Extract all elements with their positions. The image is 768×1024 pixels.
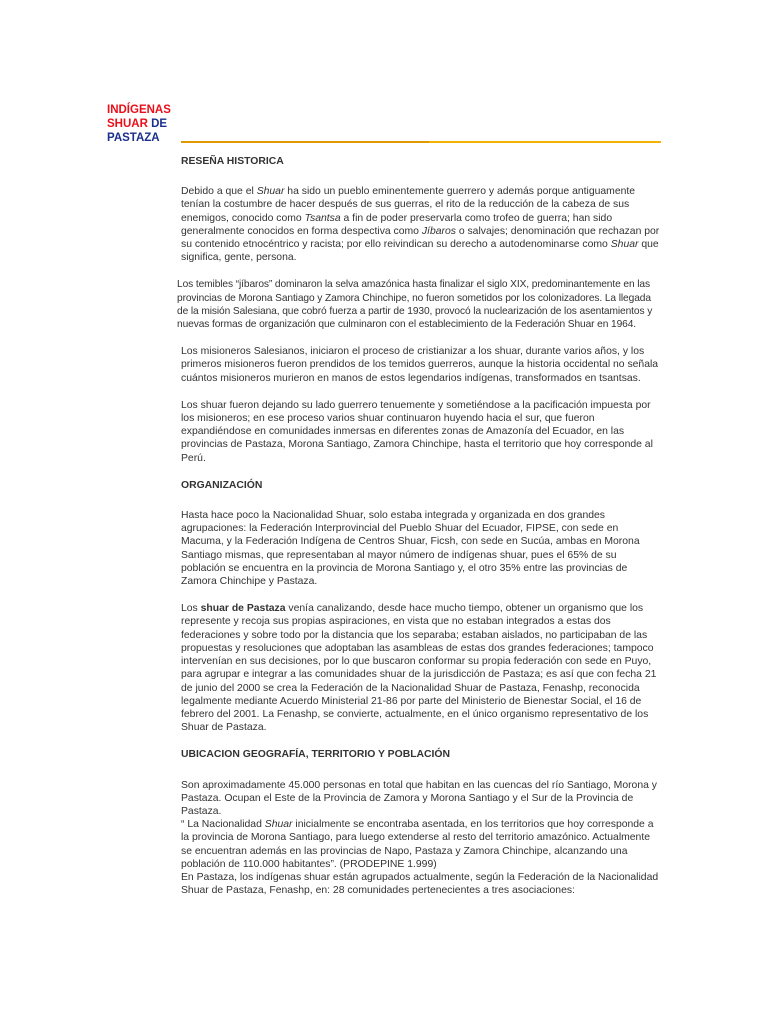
- paragraph: “ La Nacionalidad Shuar inicialmente se encontraba asentada, en los territorios que hoy corresponde a la provincia de Morona Santiago, para luego extenderse al resto del territorio amazónico. Actualmente se encuentran además en las provincias de Napo, Pastaza y Zamora Chinchipe, alcanzando una población de 110.000 habitantes”. (PRODEPINE 1.999): [181, 819, 654, 870]
- paragraph: En Pastaza, los indígenas shuar están agrupados actualmente, según la Federación de la Nacionalidad Shuar de Pastaza, Fenashp, en: 28 comunidades pertenecientes a tres asociaciones:: [181, 871, 659, 897]
- header-rule: [181, 141, 661, 143]
- header-rule-accent: [181, 141, 429, 143]
- logo-line1: INDÍGENAS: [107, 104, 171, 116]
- logo-line2-shuar: SHUAR: [107, 118, 148, 130]
- paragraph: Los misioneros Salesianos, iniciaron el proceso de cristianizar a los shuar, durante varios años, y los primeros misioneros fueron prendidos de los temidos guerreros, aunque la historia occidental no señala cuántos misioneros murieron en manos de estos legendarios indígenas, transformados en tsantsas.: [181, 346, 659, 384]
- document-body: [177, 155, 661, 897]
- paragraph: Debido a que el Shuar ha sido un pueblo eminentemente guerrero y además porque antiguamente tenían la costumbre de hacer después de sus guerras, el rito de la reducción de la cabeza de sus enemigos, conocido como Tsantsa a fin de poder preservarla como trofeo de guerra; han sido generalmente conocidos en forma despectiva como Jíbaros o salvajes; denominación que rechazan por su contenido etnocéntrico y racista; por ello reivindican su derecho a autodenominarse como Shuar que significa, gente, persona.: [181, 186, 660, 264]
- section-heading-location: UBICACION GEOGRAFÍA, TERRITORIO Y POBLACIÓN: [181, 749, 451, 761]
- paragraph: Los shuar de Pastaza venía canalizando, desde hace mucho tiempo, obtener un organismo que los represente y recoja sus propias aspiraciones, en vista que no estaban integrados a estas dos federaciones y sobre todo por la distancia que los separaba; estaban aislados, no participaban de las propuestas y resoluciones que adoptaban las asambleas de estas dos grandes federaciones; tampoco intervenían en sus decisiones, por lo que buscaron conformar su propia federación con sede en Puyo, para agrupar e integrar a las comunidades shuar de la jurisdicción de Pastaza; es así que con fecha 21 de junio del 2000 se crea la Federación de la Nacionalidad Shuar de Pastaza, Fenashp, reconocida legalmente mediante Acuerdo Ministerial 21-86 por parte del Ministerio de Bienestar Social, el 16 de febrero del 2001. La Fenashp, se convierte, actualmente, en el único organismo representativo de los Shuar de Pastaza.: [181, 603, 657, 734]
- paragraph: Los shuar fueron dejando su lado guerrero tenuemente y sometiéndose a la pacificación impuesta por los misioneros; en ese proceso varios shuar continuaron huyendo hacia el sur, que fueron expandiéndose en comunidades inmersas en diferentes zonas de Amazonía del Ecuador, en las provincias de Pastaza, Morona Santiago, Zamora Chinchipe, hasta el territorio que hoy corresponde al Perú.: [181, 399, 653, 464]
- paragraph: Hasta hace poco la Nacionalidad Shuar, solo estaba integrada y organizada en dos grandes agrupaciones: la Federación Interprovincial del Pueblo Shuar del Ecuador, FIPSE, con sede en Macuma, y la Federación Indígena de Centros Shuar, Ficsh, con sede en Sucúa, ambas en Morona Santiago mismas, que representaban al mayor número de indígenas shuar, pues el 65% de su población se encuentra en la provincia de Morona Santiago y, el otro 35% entre las provincias de Zamora Chinchipe y Pastaza.: [181, 510, 640, 588]
- section-heading-history: RESEÑA HISTORICA: [181, 156, 284, 167]
- logo: [107, 103, 171, 145]
- section-heading-organization: ORGANIZACIÓN: [181, 479, 263, 491]
- logo-line3: PASTAZA: [107, 132, 160, 144]
- paragraph: Los temibles “jíbaros” dominaron la selva amazónica hasta finalizar el siglo XIX, predominantemente en las provincias de Morona Santiago y Zamora Chinchipe, no fueron sometidos por los colonizadores. La llegada de la misión Salesiana, que cobró fuerza a partir de 1930, provocó la nuclearización de los asentamientos y nuevas formas de organización que culminaron con el establecimiento de la Federación Shuar en 1964.: [177, 279, 653, 331]
- logo-line2-de: DE: [147, 118, 168, 130]
- paragraph: Son aproximadamente 45.000 personas en total que habitan en las cuencas del río Santiago, Morona y Pastaza. Ocupan el Este de la Provincia de Zamora y Morona Santiago y el Sur de la Provincia de Pastaza.: [181, 779, 657, 817]
